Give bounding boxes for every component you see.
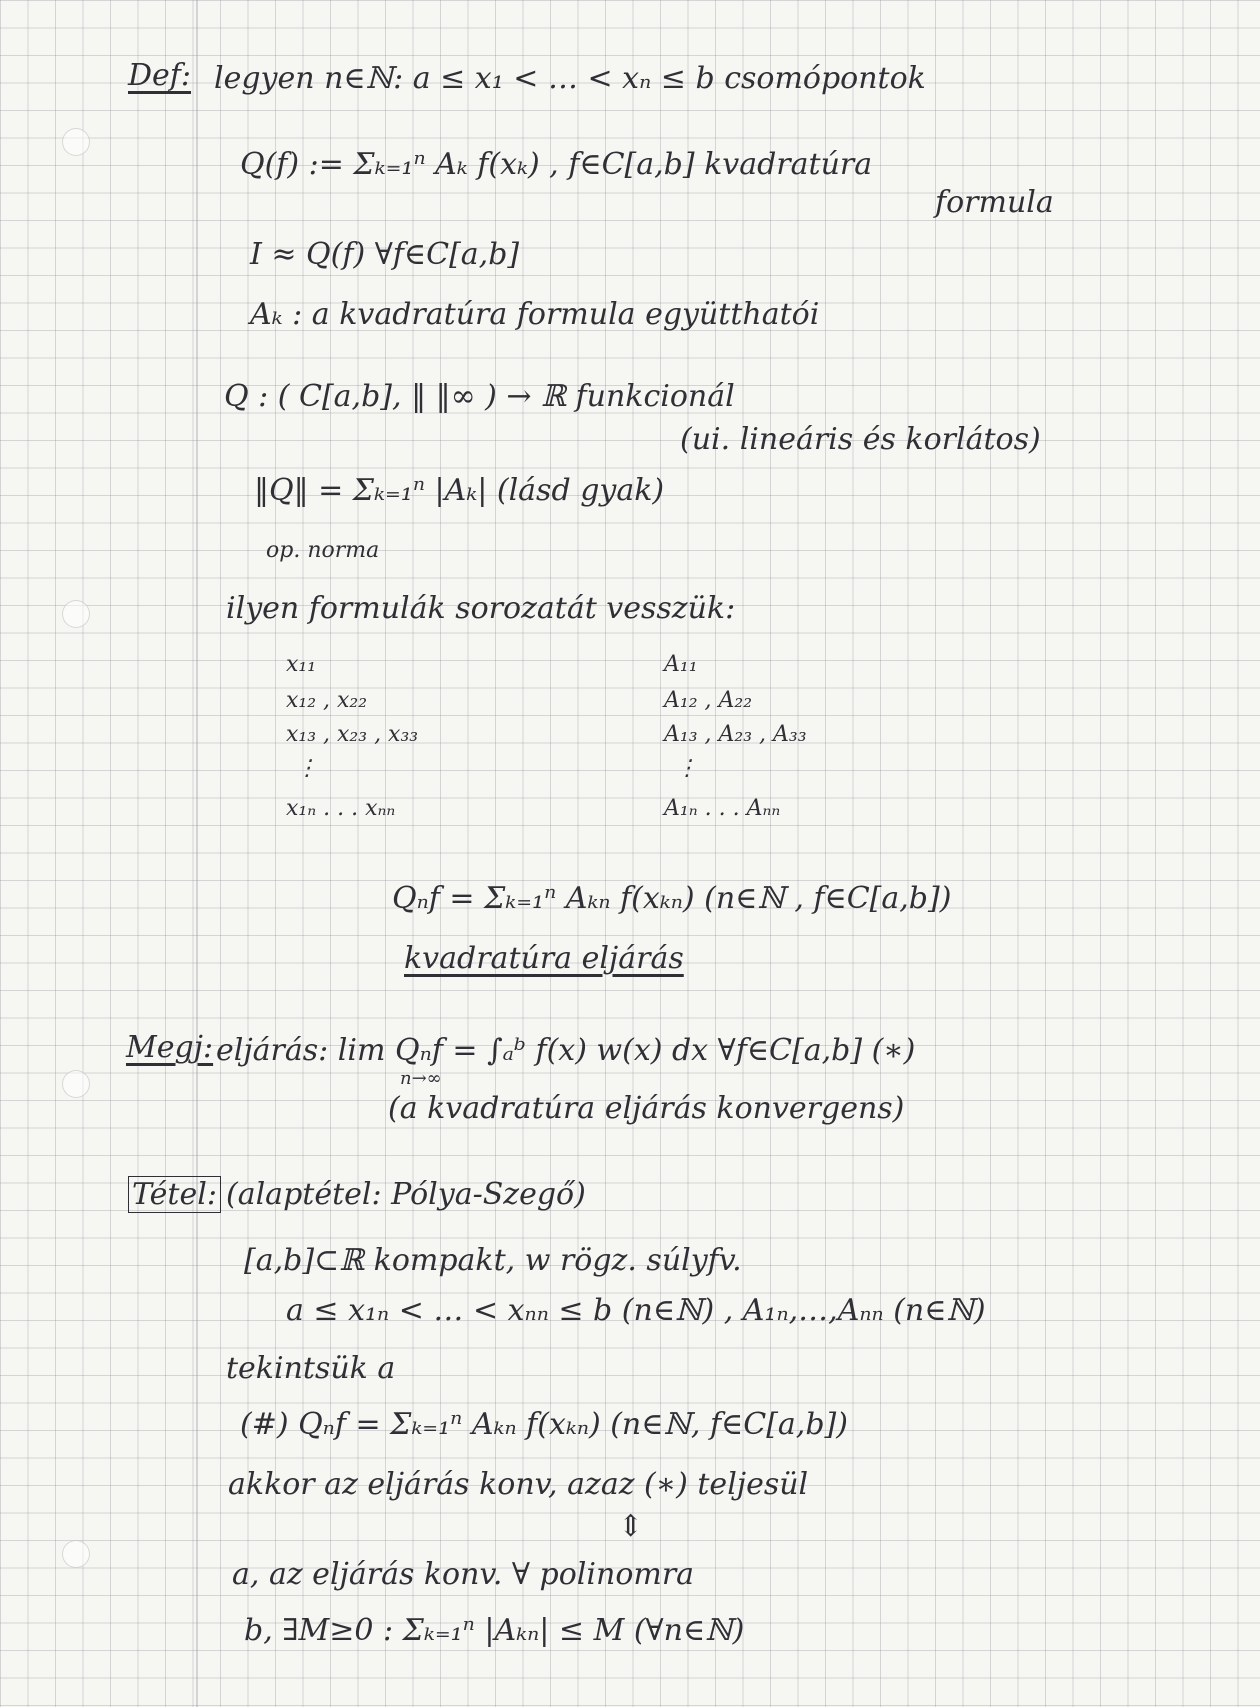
procedure-formula: Qₙf = Σₖ₌₁ⁿ Aₖₙ f(xₖₙ) (n∈ℕ , f∈C[a,b])	[392, 881, 952, 916]
punch-hole	[62, 600, 90, 628]
weight-row: A₁₂ , A₂₂	[664, 688, 753, 713]
node-row: x₁₃ , x₂₃ , x₃₃	[286, 722, 419, 747]
theorem-nodes-weights: a ≤ x₁ₙ < … < xₙₙ ≤ b (n∈ℕ) , A₁ₙ,…,Aₙₙ (n∈ℕ)	[286, 1293, 986, 1328]
sequence-intro-line: ilyen formulák sorozatát vesszük:	[226, 591, 736, 626]
node-row: x₁₂ , x₂₂	[286, 688, 368, 713]
definition-line-nodes: legyen n∈ℕ: a ≤ x₁ < … < xₙ ≤ b csomópontok	[214, 61, 926, 96]
margin-line	[196, 0, 198, 1707]
remark-label: Megj:	[126, 1030, 214, 1065]
condition-b: b, ∃M≥0 : Σₖ₌₁ⁿ |Aₖₙ| ≤ M (∀n∈ℕ)	[244, 1613, 745, 1648]
quadrature-formula-def: Q(f) := Σₖ₌₁ⁿ Aₖ f(xₖ) , f∈C[a,b] kvadratúra	[240, 147, 873, 182]
theorem-title: (alaptétel: Pólya-Szegő)	[226, 1177, 586, 1212]
convergence-note: (a kvadratúra eljárás konvergens)	[388, 1091, 905, 1126]
operator-norm-line: ‖Q‖ = Σₖ₌₁ⁿ |Aₖ| (lásd gyak)	[254, 473, 665, 508]
theorem-consider: tekintsük a	[226, 1351, 396, 1386]
functional-note: (ui. lineáris és korlátos)	[680, 422, 1041, 457]
theorem-procedure: (#) Qₙf = Σₖ₌₁ⁿ Aₖₙ f(xₖₙ) (n∈ℕ, f∈C[a,b])	[240, 1407, 848, 1442]
quadrature-formula-word: formula	[935, 185, 1054, 220]
punch-hole	[62, 1540, 90, 1568]
operator-norm-note: op. norma	[266, 538, 380, 563]
coefficients-line: Aₖ : a kvadratúra formula együtthatói	[250, 297, 820, 332]
functional-line: Q : ( C[a,b], ‖ ‖∞ ) → ℝ funkcionál	[224, 379, 735, 414]
punch-hole	[62, 1070, 90, 1098]
theorem-label: Tétel:	[128, 1176, 221, 1213]
limit-subscript: n→∞	[400, 1068, 442, 1089]
condition-a: a, az eljárás konv. ∀ polinomra	[232, 1557, 695, 1592]
weight-row: A₁₃ , A₂₃ , A₃₃	[664, 722, 807, 747]
definition-label: Def:	[128, 58, 192, 93]
node-row-last: x₁ₙ . . . xₙₙ	[286, 796, 396, 821]
punch-hole	[62, 128, 90, 156]
theorem-assumption: [a,b]⊂ℝ kompakt, w rögz. súlyfv.	[244, 1243, 742, 1278]
procedure-caption: kvadratúra eljárás	[404, 941, 684, 976]
theorem-statement: akkor az eljárás konv, azaz (∗) teljesül	[228, 1467, 809, 1502]
node-row: x₁₁	[286, 652, 317, 677]
equivalence-arrow: ⇕	[618, 1509, 644, 1544]
weight-row-last: A₁ₙ . . . Aₙₙ	[664, 796, 781, 821]
integral-approx-line: I ≈ Q(f) ∀f∈C[a,b]	[250, 237, 520, 272]
convergence-definition: eljárás: lim Qₙf = ∫ₐᵇ f(x) w(x) dx ∀f∈C[a,b] (∗)	[216, 1033, 916, 1068]
weight-dots: ⋮	[676, 756, 698, 781]
weight-row: A₁₁	[664, 652, 698, 677]
node-dots: ⋮	[296, 756, 318, 781]
